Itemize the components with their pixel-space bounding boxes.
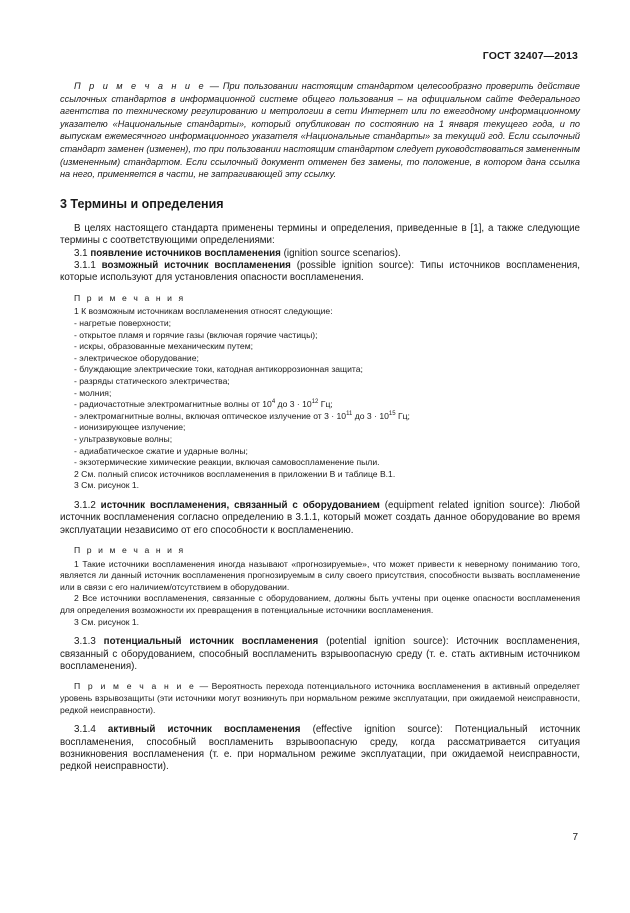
text-part: до 3 · 10 <box>275 399 312 410</box>
list-item: - экзотермические химические реакции, включая самовоспламенение пыли. <box>74 457 380 468</box>
list-item: - нагретые поверхности; <box>74 317 172 328</box>
list-item: - открытое пламя и горячие газы (включая горячие частицы); <box>74 329 318 340</box>
note-label: П р и м е ч а н и е <box>74 81 206 91</box>
term-name: возможный источник воспламенения <box>101 259 291 271</box>
note-item: 1 К возможным источникам воспламенения относят следующие: <box>74 306 333 317</box>
term-definition: (possible ignition source): Типы источников воспламенения, которые используют для установления опасности воспламенения. <box>60 259 580 284</box>
list-item: - молния; <box>74 387 112 398</box>
superscript: 4 <box>271 399 276 406</box>
term-name: источник воспламенения, связанный с оборудованием <box>100 499 380 511</box>
term-name: активный источник воспламенения <box>107 724 301 736</box>
list-item-em-waves <box>74 411 580 423</box>
note-item: 1 Такие источники воспламенения иногда называют «прогнозируемые», что может привести к неверному пониманию того, является ли данный источник воспламенения прогнозируемым в силу своего присутствия, способности вызвать воспламенение или в связи с его наличием/отсутствием в оборудовании. <box>60 558 580 592</box>
list-item: - блуждающие электрические токи, катодная антикоррозионная защита; <box>74 364 363 375</box>
term-number: 3.1.4 <box>74 724 108 736</box>
term-name: потенциальный источник воспламенения <box>103 636 319 648</box>
reference-note <box>60 80 580 181</box>
note-item: 3 См. рисунок 1. <box>74 480 140 491</box>
note-item: 2 Все источники воспламенения, связанные с оборудованием, должны быть учтены при оценке опасности воспламенения для определения возможности их превращения в потенциальные источники воспламенения. <box>60 593 580 616</box>
note-text: — При пользовании настоящим стандартом целесообразно проверить действие ссылочных стандартов в информационной системе общего пользования – на официальном сайте Федерального агентства по техническому регулированию и метрологии в сети Интернет или по ежегодному информационному указателю «Национальные стандарты», который опубликован по состоянию на 1 января текущего года, и по выпускам ежемесячного информационного указателя «Национальные стандарты» за текущий год. Если ссылочный стандарт заменен (изменен), то при пользовании настоящим стандартом следует руководствоваться замененным (измененным) стандартом. Если ссылочный документ отменен без замены, то положение, в котором дана ссылка на него, применяется в части, не затрагивающей эту ссылку. <box>60 81 580 180</box>
text-part: Гц; <box>318 399 333 410</box>
note-label: П р и м е ч а н и е <box>74 681 196 692</box>
term-number: 3.1.2 <box>74 499 101 511</box>
list-item: - ионизирующее излучение; <box>74 422 186 433</box>
notes-heading: П р и м е ч а н и я <box>74 292 186 303</box>
notes-heading: П р и м е ч а н и я <box>74 545 186 556</box>
section-intro: В целях настоящего стандарта применены термины и определения, приведенные в [1], а также следующие термины с соответствующими определениями: <box>60 222 580 247</box>
page-number: 7 <box>572 832 578 843</box>
term-3-1-1 <box>60 260 580 285</box>
superscript: 11 <box>346 410 353 417</box>
superscript: 12 <box>311 399 319 406</box>
note-item: 2 См. полный список источников воспламенения в приложении В и таблице В.1. <box>74 468 396 479</box>
list-item: - электрическое оборудование; <box>74 352 199 363</box>
term-3-1-3 <box>60 636 580 673</box>
text-part: до 3 · 10 <box>352 410 389 421</box>
term-number: 3.1.3 <box>74 636 104 648</box>
note-3-1-3 <box>60 681 580 716</box>
term-definition: (potential ignition source): Источник воспламенения, связанный с оборудованием, способный воспламенить взрывоопасную среду (т. е. стать активным источником воспламенения). <box>60 636 580 673</box>
page-content <box>60 80 580 774</box>
term-number: 3.1 <box>74 247 91 259</box>
superscript: 15 <box>388 410 396 417</box>
term-3-1-4 <box>60 724 580 774</box>
section-title: 3 Термины и определения <box>60 196 224 211</box>
term-3-1 <box>60 248 580 260</box>
term-definition: (effective ignition source): Потенциальный источник воспламенения, способный воспламенить взрывоопасную среду, когда рассматривается ситуация возникновения воспламенения (т. е. при нормальном режиме эксплуатации, при ожидаемой неисправности, редкой неисправности). <box>60 724 580 773</box>
term-number: 3.1.1 <box>74 259 102 271</box>
term-name: появление источников воспламенения <box>90 247 281 259</box>
document-id-header: ГОСТ 32407—2013 <box>482 50 578 62</box>
list-item-radio-waves <box>74 399 580 411</box>
list-item: - разряды статического электричества; <box>74 375 230 386</box>
text-part: Гц; <box>395 410 410 421</box>
term-definition: (ignition source scenarios). <box>280 247 401 259</box>
list-item: - адиабатическое сжатие и ударные волны; <box>74 445 248 456</box>
text-part: - электромагнитные волны, включая оптическое излучение от 3 · 10 <box>74 410 347 421</box>
list-item: - ультразвуковые волны; <box>74 433 173 444</box>
term-3-1-2 <box>60 500 580 537</box>
note-item: 3 См. рисунок 1. <box>74 616 140 627</box>
term-definition: (equipment related ignition source): Любой источник воспламенения согласно определению в 3.1.1, который может создать данное оборудование во время эксплуатации независимо от его способности к воспламенению. <box>60 499 581 536</box>
text-part: - радиочастотные электромагнитные волны от 10 <box>74 399 272 410</box>
list-item: - искры, образованные механическим путем; <box>74 341 254 352</box>
note-text: — Вероятность перехода потенциального источника воспламенения в активный определяет уровень взрывозащиты (эти источники могут возникнуть при нормальном режиме эксплуатации, при ожидаемой неисправности, редкой неисправности). <box>60 681 580 715</box>
